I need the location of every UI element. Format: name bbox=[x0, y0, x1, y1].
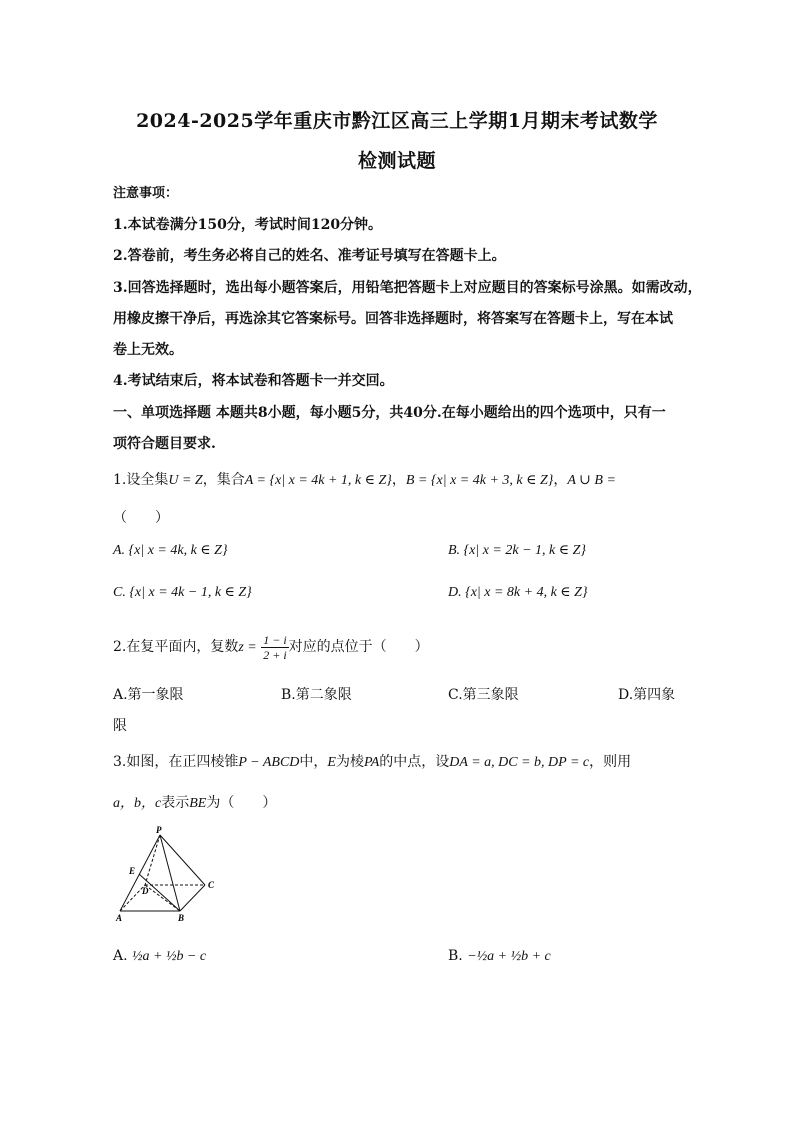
label-e: E bbox=[129, 866, 136, 876]
q1-option-a[interactable]: A. {x| x = 4k, k ∈ Z} bbox=[113, 543, 228, 558]
q1-option-c[interactable]: C. {x| x = 4k − 1, k ∈ Z} bbox=[113, 585, 252, 600]
notice-item-3-cont-2: 卷上无效。 bbox=[113, 342, 183, 358]
label-a: A bbox=[116, 913, 123, 923]
q1-union: A ∪ B = bbox=[567, 473, 616, 488]
q3-option-b[interactable] bbox=[448, 948, 551, 965]
q3-text-e: ，则用 bbox=[589, 754, 632, 770]
q1-mid: ，集合 bbox=[202, 472, 245, 488]
q2-numerator: 1 − i bbox=[263, 632, 287, 647]
q2-option-a[interactable]: A.第一象限 bbox=[113, 687, 184, 703]
q3-option-b-label: B. bbox=[448, 948, 463, 964]
label-b: B bbox=[178, 913, 185, 923]
q2-z: z = bbox=[238, 640, 257, 655]
q3-text-d: 的中点，设 bbox=[379, 754, 450, 770]
notice-item-3-cont-1: 用橡皮擦干净后，再选涂其它答案标号。回答非选择题时，将答案写在答题卡上，写在本试 bbox=[113, 311, 673, 327]
exam-title-line2: 检测试题 bbox=[357, 150, 436, 172]
question-3-stem-line2 bbox=[113, 793, 683, 814]
q2-suffix: 对应的点位于（ ） bbox=[288, 639, 429, 655]
q2-fraction bbox=[261, 633, 288, 662]
q2-prefix: 2.在复平面内，复数 bbox=[113, 639, 239, 655]
label-d: D bbox=[142, 886, 149, 896]
q2-denominator: 2 + i bbox=[263, 647, 287, 662]
notice-item-4: 4.考试结束后，将本试卷和答题卡一并交回。 bbox=[113, 373, 394, 389]
notice-item-2: 2.答卷前，考生务必将自己的姓名、准考证号填写在答题卡上。 bbox=[113, 248, 506, 264]
q3-point-e: E bbox=[327, 755, 336, 770]
q3-text-g: 为（ ） bbox=[206, 795, 277, 811]
q2-option-c[interactable]: C.第三象限 bbox=[448, 687, 519, 703]
q3-text-b: 中， bbox=[299, 754, 328, 770]
q3-text-c: 为棱 bbox=[335, 754, 364, 770]
notice-heading: 注意事项： bbox=[113, 186, 179, 201]
q3-option-a-label: A. bbox=[113, 948, 128, 964]
notice-item-3: 3.回答选择题时，选出每小题答案后，用铅笔把答题卡上对应题目的答案标号涂黑。如需改动， bbox=[113, 280, 702, 296]
q3-option-a-expr: ½a + ½b − c bbox=[132, 949, 207, 964]
question-1-stem: 1.设全集U = Z，集合A = {x| x = 4k + 1, k ∈ Z}，B = {x| x = 4k + 3, k ∈ Z}，A ∪ B = bbox=[113, 472, 616, 488]
section-1-heading: 一、单项选择题 本题共8小题，每小题5分，共40分.在每小题给出的四个选项中，只有一 bbox=[113, 405, 666, 421]
q2-option-d[interactable]: D.第四象 bbox=[618, 687, 676, 703]
q3-edge-pa: PA bbox=[363, 755, 380, 770]
q3-text-f: 表示 bbox=[161, 795, 190, 811]
exam-title-line1: 2024-2025学年重庆市黔江区高三上学期1月期末考试数学 bbox=[136, 110, 658, 132]
q1-option-b[interactable]: B. {x| x = 2k − 1, k ∈ Z} bbox=[448, 543, 586, 558]
q3-option-a[interactable] bbox=[113, 948, 206, 965]
q3-vectors: a，b，c bbox=[113, 796, 162, 811]
notice-item-1: 1.本试卷满分150分，考试时间120分钟。 bbox=[113, 217, 383, 233]
question-2-stem bbox=[113, 630, 683, 665]
pyramid-figure bbox=[112, 824, 222, 924]
q1-universal-set: U = Z bbox=[168, 473, 203, 488]
q1-option-d[interactable]: D. {x| x = 8k + 4, k ∈ Z} bbox=[448, 585, 588, 600]
q3-option-b-expr: −½a + ½b + c bbox=[467, 949, 551, 964]
q1-prefix: 1.设全集 bbox=[113, 472, 169, 488]
q2-option-b[interactable]: B.第二象限 bbox=[281, 687, 352, 703]
question-3-stem-line1 bbox=[113, 752, 683, 773]
q2-option-d-cont: 限 bbox=[113, 718, 127, 734]
q3-vector-defs: DA = a, DC = b, DP = c bbox=[449, 755, 590, 770]
q1-paren: （ ） bbox=[113, 510, 169, 526]
q3-vector-be: BE bbox=[189, 796, 207, 811]
q1-set-a: A = {x| x = 4k + 1, k ∈ Z} bbox=[244, 473, 392, 488]
q3-pyramid: P − ABCD bbox=[238, 755, 300, 770]
q3-text-a: 3.如图，在正四棱锥 bbox=[113, 754, 239, 770]
section-1-heading-cont: 项符合题目要求. bbox=[113, 436, 216, 452]
label-c: C bbox=[208, 880, 215, 890]
label-p: P bbox=[156, 825, 162, 835]
q1-set-b: B = {x| x = 4k + 3, k ∈ Z} bbox=[405, 473, 554, 488]
